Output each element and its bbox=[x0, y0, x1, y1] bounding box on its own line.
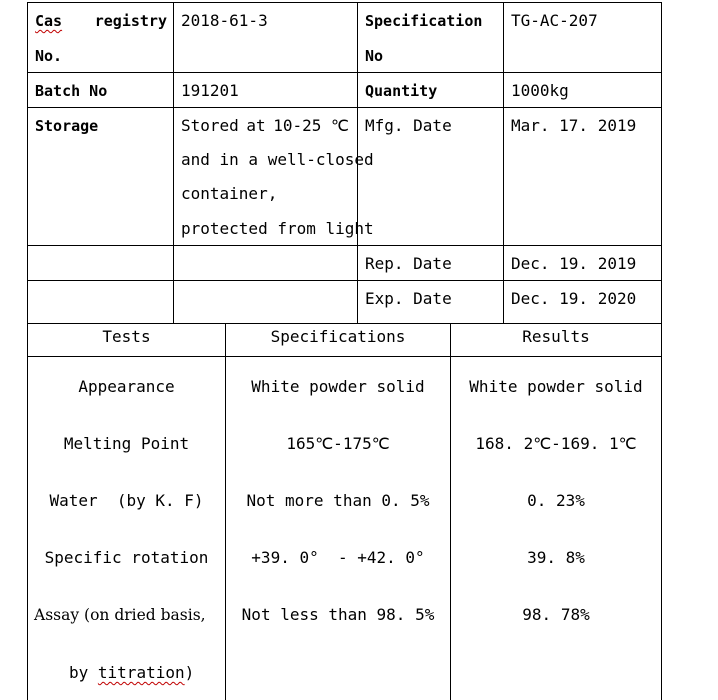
test-result: 39. 8% bbox=[527, 548, 585, 567]
rule bbox=[27, 107, 662, 108]
test-result: 98. 78% bbox=[522, 605, 590, 624]
storage-line: container, bbox=[181, 184, 278, 203]
storage-word: at bbox=[246, 116, 266, 135]
cas-label-word: Cas bbox=[35, 12, 63, 30]
test-spec: White powder solid bbox=[251, 377, 425, 396]
test-result: White powder solid bbox=[469, 377, 643, 396]
storage-line: protected from light bbox=[181, 219, 374, 238]
mfg-date-value: Mar. 17. 2019 bbox=[511, 116, 637, 135]
mfg-date-label: Mfg. Date bbox=[365, 116, 452, 135]
test-name: Melting Point bbox=[63, 434, 190, 453]
test-spec: 165℃-175℃ bbox=[286, 434, 390, 453]
test-spec: +39. 0° - +42. 0° bbox=[251, 548, 425, 567]
batch-label: Batch No bbox=[35, 82, 108, 100]
assay-line2 bbox=[69, 664, 194, 682]
rule bbox=[27, 72, 662, 73]
exp-date-label: Exp. Date bbox=[365, 289, 452, 308]
specifications-header: Specifications bbox=[270, 327, 406, 346]
rule bbox=[27, 2, 28, 324]
spec-no-label-line2: No bbox=[365, 47, 384, 65]
tests-header: Tests bbox=[102, 327, 151, 346]
rule bbox=[27, 356, 662, 357]
cas-label-word: registry bbox=[94, 12, 167, 30]
rule bbox=[27, 245, 662, 246]
quantity-label: Quantity bbox=[365, 82, 438, 100]
batch-value: 191201 bbox=[181, 81, 239, 100]
exp-date-value: Dec. 19. 2020 bbox=[511, 289, 637, 308]
storage-word: 10-25 ℃ bbox=[273, 116, 349, 135]
quantity-value: 1000kg bbox=[511, 81, 569, 100]
test-spec: Not more than 0. 5% bbox=[246, 491, 430, 510]
rule bbox=[173, 2, 174, 324]
rule bbox=[27, 2, 662, 3]
assay-word: ) bbox=[184, 663, 195, 682]
results-header: Results bbox=[522, 327, 590, 346]
test-result: 168. 2℃-169. 1℃ bbox=[475, 434, 637, 453]
spec-no-label: Specification bbox=[365, 12, 483, 30]
test-name: Water (by K. F) bbox=[49, 491, 204, 510]
rule bbox=[503, 2, 504, 324]
rule bbox=[661, 323, 662, 700]
storage-line: and in a well-closed bbox=[181, 150, 374, 169]
cas-label bbox=[35, 12, 167, 30]
test-name: Appearance bbox=[78, 377, 175, 396]
storage-line bbox=[181, 117, 349, 135]
storage-word: Stored bbox=[181, 116, 239, 135]
cas-label-line2: No. bbox=[35, 47, 63, 65]
rep-date-value: Dec. 19. 2019 bbox=[511, 254, 637, 273]
rule bbox=[661, 2, 662, 324]
test-name: Assay (on dried basis, bbox=[34, 606, 206, 624]
rule bbox=[27, 280, 662, 281]
rule bbox=[27, 323, 662, 324]
assay-word: titration bbox=[97, 663, 185, 682]
spec-no-value: TG-AC-207 bbox=[511, 11, 598, 30]
test-name: Specific rotation bbox=[44, 548, 209, 567]
cas-value: 2018-61-3 bbox=[181, 11, 268, 30]
test-spec: Not less than 98. 5% bbox=[241, 605, 435, 624]
storage-label: Storage bbox=[35, 117, 99, 135]
assay-word: by bbox=[69, 663, 89, 682]
test-result: 0. 23% bbox=[527, 491, 585, 510]
rep-date-label: Rep. Date bbox=[365, 254, 452, 273]
